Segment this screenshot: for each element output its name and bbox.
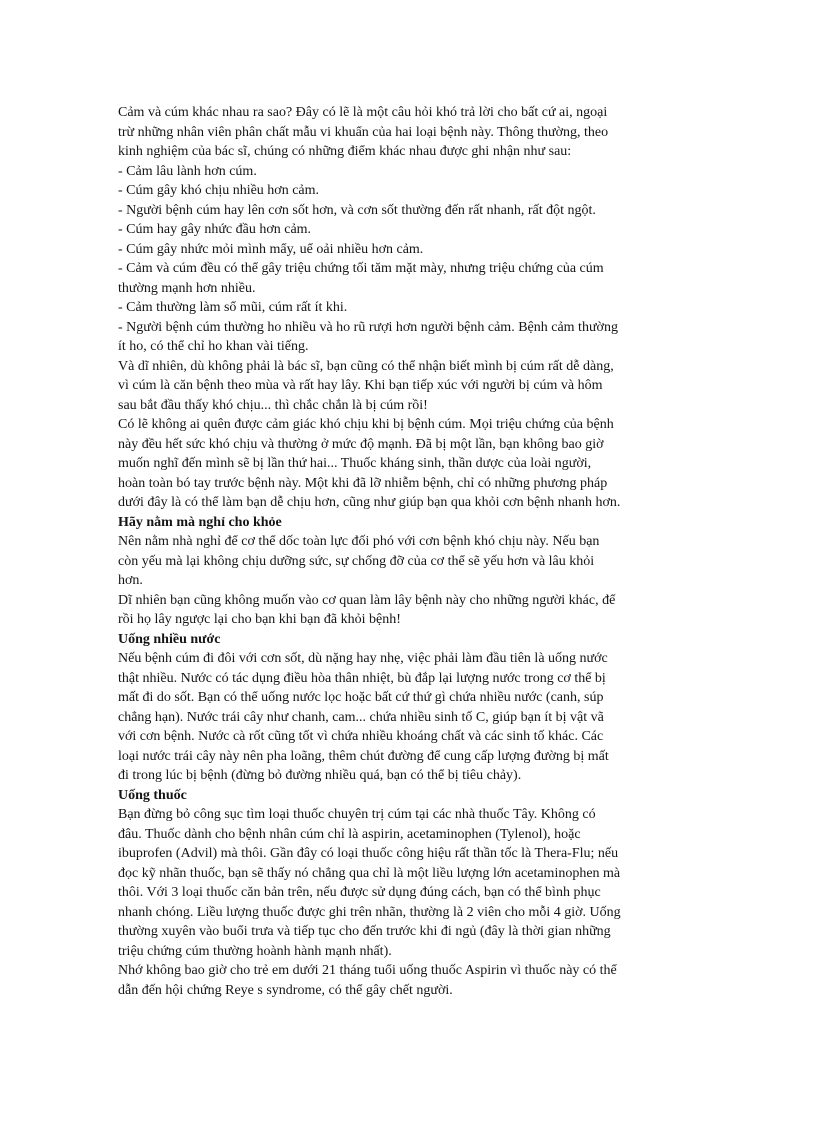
text-line: hoàn toàn bó tay trước bệnh này. Một khi đã lỡ nhiễm bệnh, chỉ có những phương pháp [118, 475, 608, 491]
text-line: - Cảm lâu lành hơn cúm. [118, 163, 257, 179]
text-line: trừ những nhân viên phân chất mẫu vi khuẩn của hai loại bệnh này. Thông thường, theo [118, 124, 609, 140]
document-page [118, 103, 696, 1000]
section-heading: Uống nhiều nước [118, 631, 221, 647]
text-line: - Cúm gây khó chịu nhiều hơn cảm. [118, 183, 320, 198]
text-line: loại nước trái cây này nên pha loãng, thêm chút đường để cung cấp lượng đường bị mất [118, 748, 609, 764]
text-line: sau bắt đầu thấy khó chịu... thì chắc chắn là bị cúm rồi! [118, 397, 428, 413]
text-line: này đều hết sức khó chịu và thường ở mức độ mạnh. Đã bị một lần, bạn không bao giờ [118, 436, 604, 452]
text-line: mất đi do sốt. Bạn có thể uống nước lọc hoặc bất cứ thứ gì chứa nhiều nước (canh, súp [118, 690, 604, 705]
text-line: dưới đây là có thể làm bạn dễ chịu hơn, cũng như giúp bạn qua khỏi cơn bệnh nhanh hơn. [118, 495, 621, 510]
text-line: còn yếu mà lại không chịu dưỡng sức, sự chống đỡ của cơ thể sẽ yếu hơn và lâu khỏi [118, 553, 595, 569]
text-line: ibuprofen (Advil) mà thôi. Gần đây có loại thuốc công hiệu rất thần tốc là Thera-Flu; nếu [118, 846, 619, 861]
text-line: thôi. Với 3 loại thuốc căn bản trên, nếu được sử dụng đúng cách, bạn có thể bình phục [118, 885, 601, 900]
text-line: thường xuyên vào buổi trưa và tiếp tục cho đến trước khi đi ngủ (đây là thời gian những [118, 924, 611, 939]
text-line: đâu. Thuốc dành cho bệnh nhân cúm chỉ là aspirin, acetaminophen (Tylenol), hoặc [118, 826, 581, 842]
section-heading: Uống thuốc [118, 787, 187, 803]
text-line: Bạn đừng bỏ công sục tìm loại thuốc chuyên trị cúm tại các nhà thuốc Tây. Không có [118, 807, 596, 822]
text-line: - Cúm hay gây nhức đầu hơn cảm. [118, 222, 312, 237]
text-line: đọc kỹ nhãn thuốc, bạn sẽ thấy nó chẳng qua chỉ là một liều lượng lớn acetaminophen mà [118, 865, 621, 881]
text-line: với cơn bệnh. Nước cà rốt cũng tốt vì chứa nhiều khoáng chất và các sinh tố khác. Các [118, 729, 604, 744]
text-line: đi trong lúc bị bệnh (đừng bỏ đường nhiều quá, bạn có thể bị tiêu chảy). [118, 768, 522, 783]
text-line: Nhớ không bao giờ cho trẻ em dưới 21 tháng tuổi uống thuốc Aspirin vì thuốc này có thể [118, 963, 617, 978]
text-line: Cảm và cúm khác nhau ra sao? Đây có lẽ là một câu hỏi khó trả lời cho bất cứ ai, ngoại [118, 105, 608, 120]
text-line: muốn nghĩ đến mình sẽ bị lần thứ hai... Thuốc kháng sinh, thần dược của loài người, [118, 456, 592, 471]
text-line: Có lẽ không ai quên được cảm giác khó chịu khi bị bệnh cúm. Mọi triệu chứng của bệnh [118, 417, 614, 432]
text-line: ít ho, có thể chỉ ho khan vài tiếng. [118, 339, 309, 354]
text-line: dẫn đến hội chứng Reye s syndrome, có thể gây chết người. [118, 982, 453, 998]
section-heading: Hãy nằm mà nghỉ cho khỏe [118, 514, 282, 530]
text-line: rồi họ lây ngược lại cho bạn khi bạn đã khỏi bệnh! [118, 612, 401, 627]
text-line: chẳng hạn). Nước trái cây như chanh, cam... chứa nhiều sinh tố C, giúp bạn ít bị vật vã [118, 709, 604, 725]
text-line: triệu chứng cúm thường hoành hành mạnh nhất). [118, 943, 392, 959]
text-line: Nên nằm nhà nghỉ để cơ thể dốc toàn lực đối phó với cơn bệnh khó chịu này. Nếu bạn [118, 534, 600, 549]
text-line: - Người bệnh cúm thường ho nhiều và ho rũ rượi hơn người bệnh cảm. Bệnh cảm thường [118, 319, 618, 335]
text-line: vì cúm là căn bệnh theo mùa và rất hay lây. Khi bạn tiếp xúc với người bị cúm và hôm [118, 378, 603, 393]
text-line: - Cảm thường làm sổ mũi, cúm rất ít khi. [118, 300, 348, 315]
text-line: Và dĩ nhiên, dù không phải là bác sĩ, bạn cũng có thể nhận biết mình bị cúm rất dễ dàng, [118, 358, 614, 374]
text-line: Dĩ nhiên bạn cũng không muốn vào cơ quan làm lây bệnh này cho những người khác, để [118, 592, 616, 608]
text-line: thật nhiều. Nước có tác dụng điều hòa thân nhiệt, bù đắp lại lượng nước trong cơ thể bị [118, 670, 606, 686]
text-line: kinh nghiệm của bác sĩ, chúng có những điểm khác nhau được ghi nhận như sau: [118, 144, 572, 159]
text-line: - Cúm gây nhức mỏi mình mẩy, uể oải nhiều hơn cảm. [118, 241, 424, 257]
text-line: nhanh chóng. Liều lượng thuốc được ghi trên nhãn, thường là 2 viên cho mỗi 4 giờ. Uống [118, 904, 621, 920]
text-line: thường mạnh hơn nhiều. [118, 280, 256, 296]
text-line: - Cảm và cúm đều có thể gây triệu chứng tối tăm mặt mày, nhưng triệu chứng của cúm [118, 261, 604, 276]
text-line: hơn. [118, 573, 143, 588]
text-line: - Người bệnh cúm hay lên cơn sốt hơn, và cơn sốt thường đến rất nhanh, rất đột ngột. [118, 202, 596, 218]
text-line: Nếu bệnh cúm đi đôi với cơn sốt, dù nặng hay nhẹ, việc phải làm đầu tiên là uống nước [118, 651, 608, 666]
